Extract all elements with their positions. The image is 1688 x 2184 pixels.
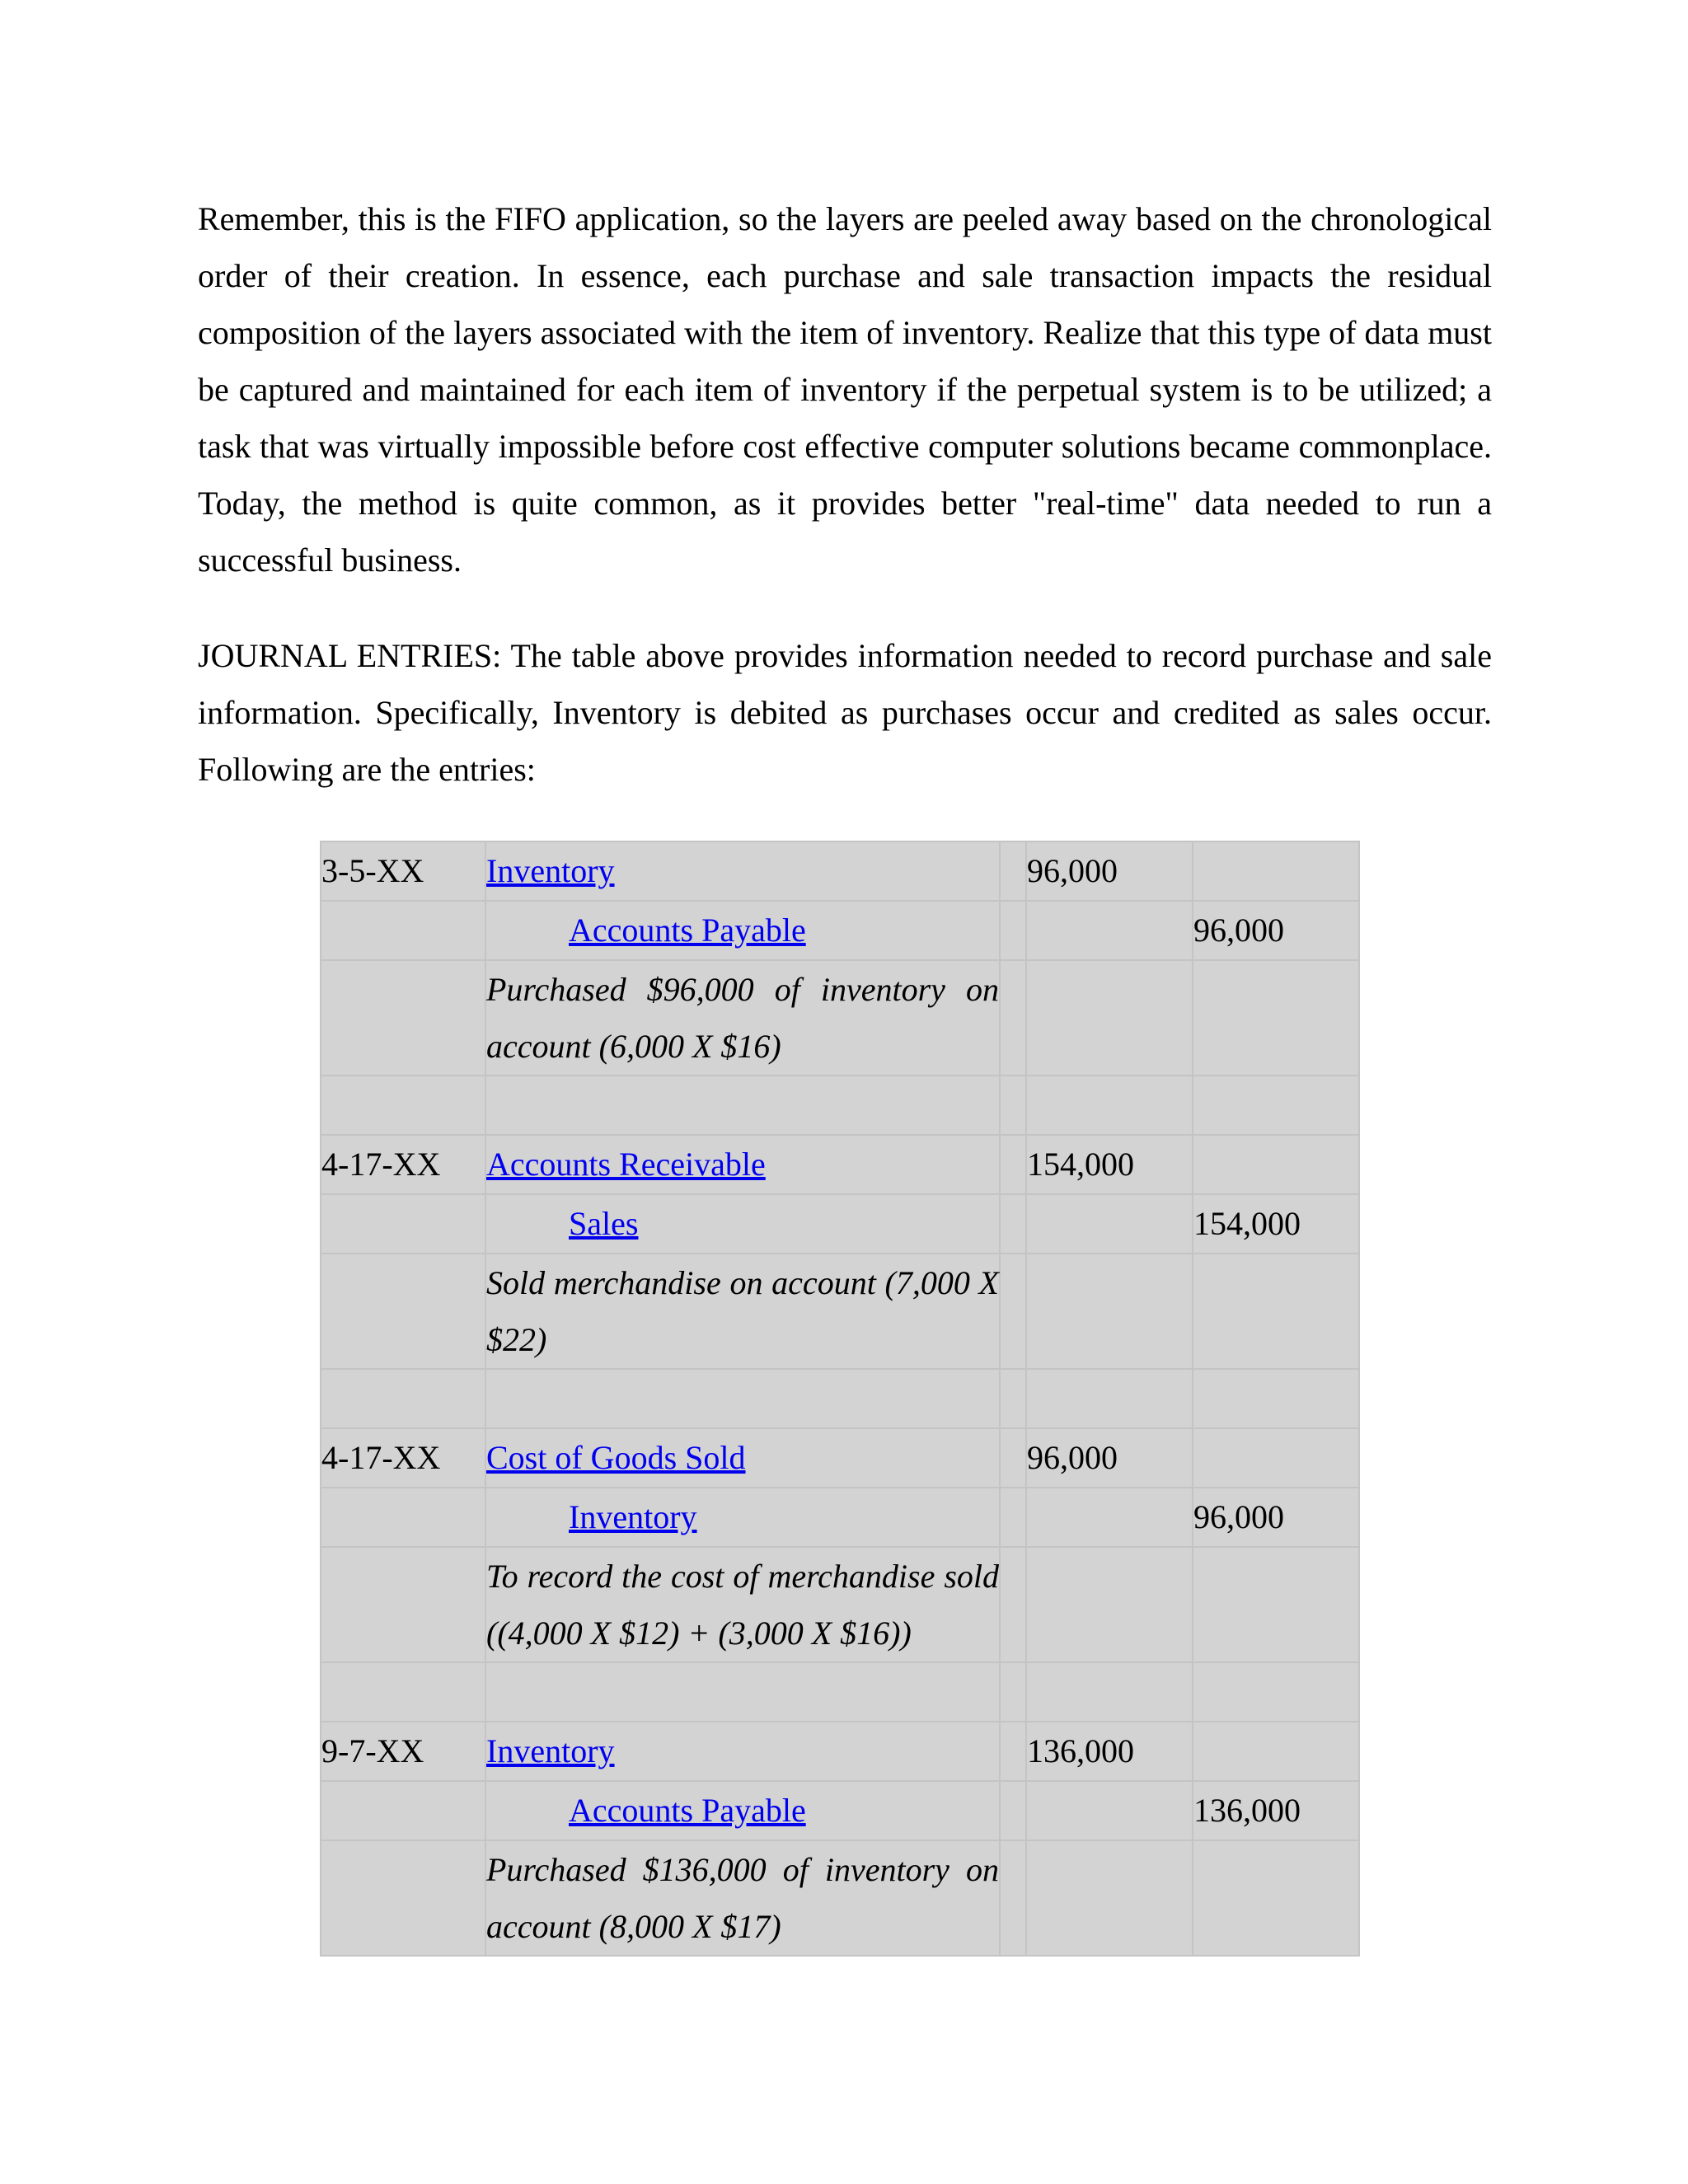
empty-date-cell — [321, 960, 485, 1076]
entry-description: Purchased $136,000 of inventory on account (8,000 X $17) — [485, 1840, 1000, 1956]
empty-credit-cell — [1193, 1840, 1359, 1956]
spacer-cell — [1000, 1722, 1026, 1781]
empty-cell — [321, 1662, 485, 1722]
empty-debit-cell — [1026, 1781, 1193, 1840]
journal-entries-table — [320, 841, 1360, 1957]
debit-amount: 96,000 — [1026, 841, 1193, 901]
empty-cell — [485, 1076, 1000, 1135]
credit-account-indent — [486, 1195, 999, 1252]
empty-cell — [1193, 1662, 1359, 1722]
empty-cell — [1193, 1369, 1359, 1428]
spacer-cell — [1000, 1135, 1026, 1194]
credit-account-link[interactable]: Accounts Payable — [569, 912, 806, 949]
debit-account-cell — [485, 1428, 1000, 1488]
description-row — [321, 1547, 1359, 1662]
empty-debit-cell — [1026, 1840, 1193, 1956]
debit-amount: 154,000 — [1026, 1135, 1193, 1194]
empty-cell — [1193, 1076, 1359, 1135]
empty-cell — [485, 1662, 1000, 1722]
empty-debit-cell — [1026, 1254, 1193, 1369]
spacer-cell — [1000, 1254, 1026, 1369]
credit-account-indent — [486, 1782, 999, 1839]
credit-row — [321, 1194, 1359, 1254]
entry-description: To record the cost of merchandise sold ((4,000 X $12) + (3,000 X $16)) — [485, 1547, 1000, 1662]
debit-amount: 136,000 — [1026, 1722, 1193, 1781]
debit-account-cell — [485, 1722, 1000, 1781]
credit-amount: 96,000 — [1193, 1488, 1359, 1547]
debit-account-link[interactable]: Inventory — [486, 852, 615, 889]
debit-amount: 96,000 — [1026, 1428, 1193, 1488]
empty-cell — [1026, 1369, 1193, 1428]
empty-debit-cell — [1026, 1194, 1193, 1254]
debit-row — [321, 1135, 1359, 1194]
debit-account-cell — [485, 841, 1000, 901]
empty-credit-cell — [1193, 1254, 1359, 1369]
credit-account-link[interactable]: Sales — [569, 1205, 639, 1242]
debit-account-link[interactable]: Cost of Goods Sold — [486, 1439, 746, 1476]
spacer-cell — [1000, 1488, 1026, 1547]
empty-date-cell — [321, 1254, 485, 1369]
empty-credit-cell — [1193, 1135, 1359, 1194]
entry-description: Purchased $96,000 of inventory on account (6,000 X $16) — [485, 960, 1000, 1076]
credit-account-link[interactable]: Accounts Payable — [569, 1792, 806, 1829]
debit-row — [321, 1428, 1359, 1488]
credit-account-cell — [485, 901, 1000, 960]
entry-date: 9-7-XX — [321, 1722, 485, 1781]
empty-date-cell — [321, 1840, 485, 1956]
credit-row — [321, 901, 1359, 960]
empty-debit-cell — [1026, 1547, 1193, 1662]
empty-credit-cell — [1193, 1428, 1359, 1488]
empty-debit-cell — [1026, 1488, 1193, 1547]
debit-account-link[interactable]: Accounts Receivable — [486, 1146, 766, 1183]
debit-row — [321, 1722, 1359, 1781]
entry-date: 3-5-XX — [321, 841, 485, 901]
blank-separator-row — [321, 1076, 1359, 1135]
credit-account-indent — [486, 902, 999, 958]
credit-amount: 154,000 — [1193, 1194, 1359, 1254]
empty-cell — [1026, 1076, 1193, 1135]
credit-row — [321, 1781, 1359, 1840]
debit-account-cell — [485, 1135, 1000, 1194]
credit-account-cell — [485, 1194, 1000, 1254]
empty-debit-cell — [1026, 901, 1193, 960]
blank-separator-row — [321, 1662, 1359, 1722]
empty-date-cell — [321, 901, 485, 960]
credit-account-cell — [485, 1488, 1000, 1547]
fifo-explanation-paragraph: Remember, this is the FIFO application, so the layers are peeled away based on the chronological order of their creation. In essence, each purchase and sale transaction impacts the residual composition of the layers associated with the item of inventory. Realize that this type of data must be captured and maintained for each item of inventory if the perpetual system is to be utilized; a task that was virtually impossible before cost effective computer solutions became commonplace. Today, the method is quite common, as it provides better "real-time" data needed to run a successful business. — [198, 200, 1492, 579]
empty-cell — [1000, 1076, 1026, 1135]
empty-debit-cell — [1026, 960, 1193, 1076]
debit-row — [321, 841, 1359, 901]
empty-cell — [1000, 1662, 1026, 1722]
blank-separator-row — [321, 1369, 1359, 1428]
empty-date-cell — [321, 1194, 485, 1254]
spacer-cell — [1000, 1547, 1026, 1662]
spacer-cell — [1000, 841, 1026, 901]
debit-account-link[interactable]: Inventory — [486, 1732, 615, 1769]
spacer-cell — [1000, 1781, 1026, 1840]
empty-date-cell — [321, 1488, 485, 1547]
empty-credit-cell — [1193, 1722, 1359, 1781]
credit-row — [321, 1488, 1359, 1547]
spacer-cell — [1000, 960, 1026, 1076]
credit-account-indent — [486, 1488, 999, 1545]
credit-amount: 136,000 — [1193, 1781, 1359, 1840]
empty-cell — [1026, 1662, 1193, 1722]
empty-credit-cell — [1193, 841, 1359, 901]
journal-entries-intro-paragraph: JOURNAL ENTRIES: The table above provides information needed to record purchase and sale information. Specifically, Inventory is debited as purchases occur and credited as sales occur. Following are the entries: — [198, 637, 1492, 788]
spacer-cell — [1000, 1194, 1026, 1254]
empty-cell — [1000, 1369, 1026, 1428]
description-row — [321, 1840, 1359, 1956]
empty-credit-cell — [1193, 960, 1359, 1076]
entry-date: 4-17-XX — [321, 1428, 485, 1488]
credit-account-link[interactable]: Inventory — [569, 1498, 697, 1535]
empty-cell — [321, 1369, 485, 1428]
empty-cell — [485, 1369, 1000, 1428]
empty-credit-cell — [1193, 1547, 1359, 1662]
spacer-cell — [1000, 901, 1026, 960]
spacer-cell — [1000, 1428, 1026, 1488]
entry-description: Sold merchandise on account (7,000 X $22) — [485, 1254, 1000, 1369]
entry-date: 4-17-XX — [321, 1135, 485, 1194]
empty-cell — [321, 1076, 485, 1135]
credit-account-cell — [485, 1781, 1000, 1840]
empty-date-cell — [321, 1781, 485, 1840]
description-row — [321, 960, 1359, 1076]
credit-amount: 96,000 — [1193, 901, 1359, 960]
spacer-cell — [1000, 1840, 1026, 1956]
description-row — [321, 1254, 1359, 1369]
empty-date-cell — [321, 1547, 485, 1662]
